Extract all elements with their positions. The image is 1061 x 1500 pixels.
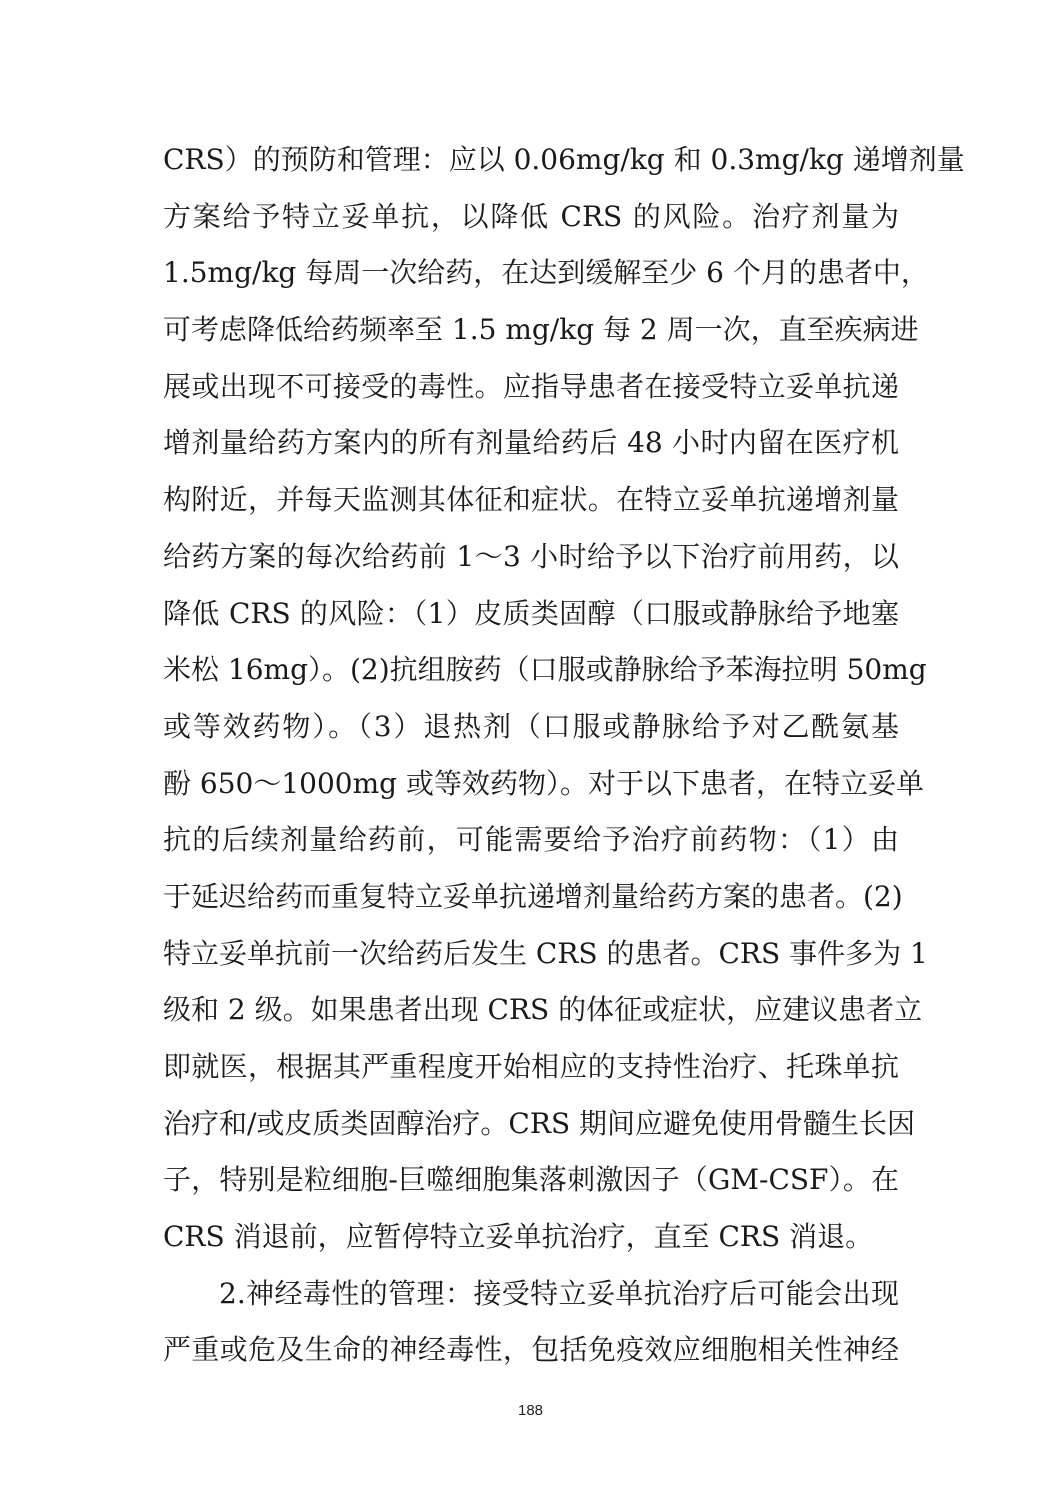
paragraph-line: 酚 650～1000mg 或等效药物）。对于以下患者，在特立妥单 <box>163 766 924 800</box>
paragraph-line: 抗的后续剂量给药前，可能需要给予治疗前药物：（1）由 <box>163 823 899 857</box>
section-heading-line: 2.神经毒性的管理：接受特立妥单抗治疗后可能会出现 <box>219 1276 899 1310</box>
paragraph-line: 或等效药物）。（3）退热剂（口服或静脉给予对乙酰氨基 <box>163 709 899 743</box>
paragraph-line: 展或出现不可接受的毒性。应指导患者在接受特立妥单抗递 <box>163 369 899 403</box>
paragraph-line: 构附近，并每天监测其体征和症状。在特立妥单抗递增剂量 <box>163 483 899 517</box>
paragraph-line: 严重或危及生命的神经毒性，包括免疫效应细胞相关性神经 <box>163 1333 899 1367</box>
paragraph-line: CRS 消退前，应暂停特立妥单抗治疗，直至 CRS 消退。 <box>163 1220 874 1254</box>
paragraph-line: CRS）的预防和管理：应以 0.06mg/kg 和 0.3mg/kg 递增剂量 <box>163 143 965 176</box>
paragraph-line: 即就医，根据其严重程度开始相应的支持性治疗、托珠单抗 <box>163 1050 899 1083</box>
paragraph-line: 降低 CRS 的风险：（1）皮质类固醇（口服或静脉给予地塞 <box>163 596 899 630</box>
paragraph-line: 治疗和/或皮质类固醇治疗。CRS 期间应避免使用骨髓生长因 <box>163 1106 916 1140</box>
document-body <box>163 132 965 1379</box>
paragraph-line: 方案给予特立妥单抗，以降低 CRS 的风险。治疗剂量为 <box>163 199 899 233</box>
paragraph-line: 增剂量给药方案内的所有剂量给药后 48 小时内留在医疗机 <box>163 426 899 460</box>
paragraph-line: 于延迟给药而重复特立妥单抗递增剂量给药方案的患者。(2) <box>163 879 903 913</box>
paragraph-line: 给药方案的每次给药前 1～3 小时给予以下治疗前用药，以 <box>163 539 899 573</box>
paragraph-line: 子，特别是粒细胞-巨噬细胞集落刺激因子（GM-CSF）。在 <box>163 1163 899 1197</box>
paragraph-line: 可考虑降低给药频率至 1.5 mg/kg 每 2 周一次，直至疾病进 <box>163 313 919 347</box>
paragraph-line: 级和 2 级。如果患者出现 CRS 的体征或症状，应建议患者立 <box>163 993 923 1027</box>
paragraph-line: 特立妥单抗前一次给药后发生 CRS 的患者。CRS 事件多为 1 <box>163 936 928 970</box>
paragraph-line: 1.5mg/kg 每周一次给药，在达到缓解至少 6 个月的患者中， <box>163 256 929 290</box>
page-number: 188 <box>517 1402 544 1419</box>
paragraph-line: 米松 16mg）。(2)抗组胺药（口服或静脉给予苯海拉明 50mg <box>163 653 927 687</box>
